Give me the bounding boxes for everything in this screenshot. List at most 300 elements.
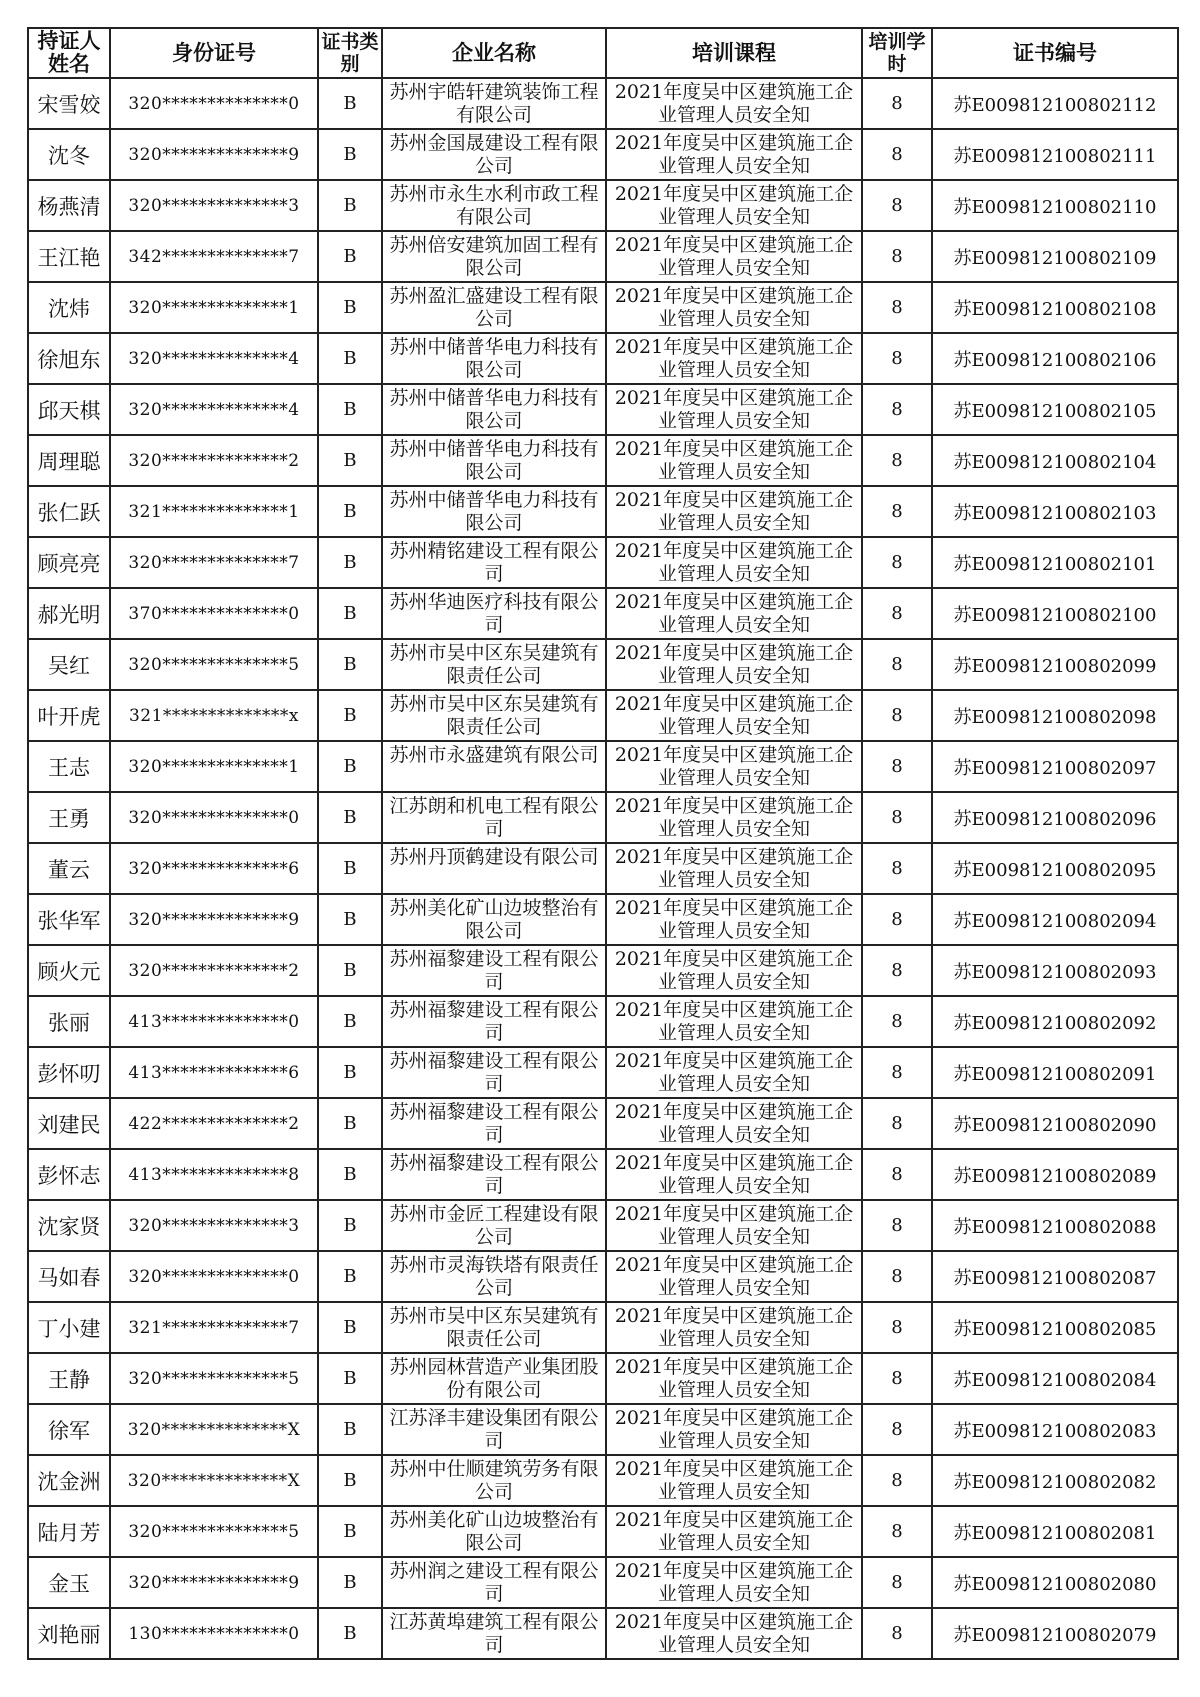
cell-id-number: 321**************x xyxy=(110,690,318,741)
cell-company xyxy=(382,690,606,741)
cell-id-number: 320**************1 xyxy=(110,741,318,792)
table-row xyxy=(28,1149,1178,1200)
table-row xyxy=(28,435,1178,486)
cell-course xyxy=(606,741,862,792)
cell-name: 沈金洲 xyxy=(28,1455,110,1506)
cell-name: 彭怀叨 xyxy=(28,1047,110,1098)
cell-course xyxy=(606,78,862,129)
cell-company-text: 苏州市吴中区东吴建筑有限责任公司 xyxy=(389,1304,599,1350)
cell-cert-no: 苏E009812100802098 xyxy=(932,690,1178,741)
cell-id-number: 320**************9 xyxy=(110,129,318,180)
cell-id-number: 321**************7 xyxy=(110,1302,318,1353)
cell-cert-class: B xyxy=(318,1353,382,1404)
cell-company xyxy=(382,639,606,690)
cell-course-text: 2021年度吴中区建筑施工企业管理人员安全知 xyxy=(614,284,854,330)
cell-id-number: 422**************2 xyxy=(110,1098,318,1149)
cell-company-text: 苏州园林营造产业集团股份有限公司 xyxy=(389,1355,599,1401)
cell-course-text: 2021年度吴中区建筑施工企业管理人员安全知 xyxy=(614,182,854,228)
cell-name: 王勇 xyxy=(28,792,110,843)
cell-name: 沈家贤 xyxy=(28,1200,110,1251)
cell-id-number: 320**************6 xyxy=(110,843,318,894)
table-row xyxy=(28,1047,1178,1098)
cell-course-text: 2021年度吴中区建筑施工企业管理人员安全知 xyxy=(614,437,854,483)
cell-course xyxy=(606,435,862,486)
cell-hours: 8 xyxy=(862,1404,932,1455)
cell-cert-no: 苏E009812100802099 xyxy=(932,639,1178,690)
cell-course xyxy=(606,588,862,639)
cell-hours: 8 xyxy=(862,1047,932,1098)
cell-company xyxy=(382,1251,606,1302)
cell-id-number: 320**************X xyxy=(110,1455,318,1506)
cell-company-text: 苏州中储普华电力科技有限公司 xyxy=(389,335,599,381)
cell-course-text: 2021年度吴中区建筑施工企业管理人员安全知 xyxy=(614,1100,854,1146)
cell-cert-class: B xyxy=(318,1200,382,1251)
cell-id-number: 320**************2 xyxy=(110,435,318,486)
cell-hours: 8 xyxy=(862,231,932,282)
cell-company-text: 苏州倍安建筑加固工程有限公司 xyxy=(389,233,599,279)
cell-cert-class: B xyxy=(318,384,382,435)
cell-company-text: 苏州福黎建设工程有限公司 xyxy=(389,947,599,993)
cell-company-text: 苏州美化矿山边坡整治有限公司 xyxy=(389,896,599,942)
header-hours: 培训学时 xyxy=(862,28,932,78)
cell-course-text: 2021年度吴中区建筑施工企业管理人员安全知 xyxy=(614,641,854,687)
cell-id-number: 321**************1 xyxy=(110,486,318,537)
cell-cert-class: B xyxy=(318,231,382,282)
cell-id-number: 413**************8 xyxy=(110,1149,318,1200)
cell-cert-class: B xyxy=(318,588,382,639)
cell-cert-class: B xyxy=(318,180,382,231)
cell-id-number: 320**************5 xyxy=(110,1506,318,1557)
cell-company xyxy=(382,1557,606,1608)
cell-company xyxy=(382,1506,606,1557)
cell-company xyxy=(382,1608,606,1659)
cell-cert-no: 苏E009812100802111 xyxy=(932,129,1178,180)
cell-cert-class: B xyxy=(318,1251,382,1302)
cell-course-text: 2021年度吴中区建筑施工企业管理人员安全知 xyxy=(614,998,854,1044)
cell-course xyxy=(606,537,862,588)
cell-cert-class: B xyxy=(318,639,382,690)
cell-hours: 8 xyxy=(862,333,932,384)
cell-course xyxy=(606,690,862,741)
cell-cert-class: B xyxy=(318,741,382,792)
cell-cert-no: 苏E009812100802109 xyxy=(932,231,1178,282)
cell-cert-class: B xyxy=(318,1047,382,1098)
cell-cert-no: 苏E009812100802112 xyxy=(932,78,1178,129)
cell-hours: 8 xyxy=(862,486,932,537)
cell-cert-class: B xyxy=(318,1098,382,1149)
table-row xyxy=(28,1251,1178,1302)
cell-cert-no: 苏E009812100802092 xyxy=(932,996,1178,1047)
cell-hours: 8 xyxy=(862,1557,932,1608)
cell-hours: 8 xyxy=(862,1608,932,1659)
header-id: 身份证号 xyxy=(110,28,318,78)
cell-name: 金玉 xyxy=(28,1557,110,1608)
cell-name: 叶开虎 xyxy=(28,690,110,741)
cell-course-text: 2021年度吴中区建筑施工企业管理人员安全知 xyxy=(614,1406,854,1452)
cell-company xyxy=(382,537,606,588)
cell-hours: 8 xyxy=(862,537,932,588)
cell-name: 郝光明 xyxy=(28,588,110,639)
cell-course xyxy=(606,1098,862,1149)
cell-hours: 8 xyxy=(862,1506,932,1557)
cell-course xyxy=(606,1251,862,1302)
cell-cert-no: 苏E009812100802089 xyxy=(932,1149,1178,1200)
cell-id-number: 320**************4 xyxy=(110,333,318,384)
cell-cert-no: 苏E009812100802088 xyxy=(932,1200,1178,1251)
cell-name: 沈炜 xyxy=(28,282,110,333)
cell-id-number: 342**************7 xyxy=(110,231,318,282)
cell-course xyxy=(606,843,862,894)
cell-name: 王静 xyxy=(28,1353,110,1404)
cell-hours: 8 xyxy=(862,843,932,894)
cell-company-text: 苏州市永盛建筑有限公司 xyxy=(389,743,599,766)
cell-hours: 8 xyxy=(862,639,932,690)
cell-name: 董云 xyxy=(28,843,110,894)
cell-hours: 8 xyxy=(862,1251,932,1302)
cell-cert-no: 苏E009812100802093 xyxy=(932,945,1178,996)
cell-hours: 8 xyxy=(862,384,932,435)
cell-name: 吴红 xyxy=(28,639,110,690)
cell-cert-class: B xyxy=(318,894,382,945)
cell-hours: 8 xyxy=(862,435,932,486)
table-row xyxy=(28,384,1178,435)
cell-course-text: 2021年度吴中区建筑施工企业管理人员安全知 xyxy=(614,1151,854,1197)
cell-cert-class: B xyxy=(318,945,382,996)
table-body xyxy=(28,78,1178,1659)
cell-name: 张仁跃 xyxy=(28,486,110,537)
cell-cert-class: B xyxy=(318,1557,382,1608)
table-row xyxy=(28,1455,1178,1506)
cell-company xyxy=(382,792,606,843)
cell-cert-no: 苏E009812100802108 xyxy=(932,282,1178,333)
cell-course-text: 2021年度吴中区建筑施工企业管理人员安全知 xyxy=(614,1049,854,1095)
cell-cert-no: 苏E009812100802081 xyxy=(932,1506,1178,1557)
table-row xyxy=(28,1200,1178,1251)
cell-name: 刘艳丽 xyxy=(28,1608,110,1659)
cell-hours: 8 xyxy=(862,792,932,843)
table-row xyxy=(28,1353,1178,1404)
cell-cert-no: 苏E009812100802087 xyxy=(932,1251,1178,1302)
cell-company-text: 苏州市金匠工程建设有限公司 xyxy=(389,1202,599,1248)
cell-name: 杨燕清 xyxy=(28,180,110,231)
cell-cert-class: B xyxy=(318,78,382,129)
cell-company-text: 苏州市吴中区东吴建筑有限责任公司 xyxy=(389,692,599,738)
cell-company-text: 苏州福黎建设工程有限公司 xyxy=(389,1100,599,1146)
cell-course-text: 2021年度吴中区建筑施工企业管理人员安全知 xyxy=(614,845,854,891)
cell-course-text: 2021年度吴中区建筑施工企业管理人员安全知 xyxy=(614,1355,854,1401)
table-row xyxy=(28,486,1178,537)
cell-hours: 8 xyxy=(862,78,932,129)
cell-name: 沈冬 xyxy=(28,129,110,180)
table-row xyxy=(28,639,1178,690)
table-row xyxy=(28,231,1178,282)
cell-cert-class: B xyxy=(318,843,382,894)
cell-company xyxy=(382,588,606,639)
header-row xyxy=(28,28,1178,78)
cell-company xyxy=(382,1098,606,1149)
cell-cert-no: 苏E009812100802080 xyxy=(932,1557,1178,1608)
cell-company xyxy=(382,1200,606,1251)
table-row xyxy=(28,945,1178,996)
cell-course xyxy=(606,486,862,537)
cell-name: 彭怀志 xyxy=(28,1149,110,1200)
table-row xyxy=(28,333,1178,384)
cell-name: 顾亮亮 xyxy=(28,537,110,588)
cell-company-text: 苏州华迪医疗科技有限公司 xyxy=(389,590,599,636)
cell-course xyxy=(606,1302,862,1353)
cell-name: 张丽 xyxy=(28,996,110,1047)
cell-name: 马如春 xyxy=(28,1251,110,1302)
cell-course xyxy=(606,1200,862,1251)
cell-name: 刘建民 xyxy=(28,1098,110,1149)
cell-name: 丁小建 xyxy=(28,1302,110,1353)
cell-company-text: 苏州福黎建设工程有限公司 xyxy=(389,1151,599,1197)
cell-company xyxy=(382,384,606,435)
table-row xyxy=(28,129,1178,180)
cell-company xyxy=(382,1404,606,1455)
cell-hours: 8 xyxy=(862,180,932,231)
header-course: 培训课程 xyxy=(606,28,862,78)
header-company: 企业名称 xyxy=(382,28,606,78)
table-row xyxy=(28,1506,1178,1557)
cell-cert-no: 苏E009812100802103 xyxy=(932,486,1178,537)
cell-company-text: 苏州金国晟建设工程有限公司 xyxy=(389,131,599,177)
cell-course xyxy=(606,1047,862,1098)
cell-company xyxy=(382,843,606,894)
cell-company xyxy=(382,486,606,537)
cell-course xyxy=(606,996,862,1047)
cell-company xyxy=(382,1455,606,1506)
cell-cert-no: 苏E009812100802083 xyxy=(932,1404,1178,1455)
table-row xyxy=(28,1608,1178,1659)
cell-company xyxy=(382,78,606,129)
cell-hours: 8 xyxy=(862,1353,932,1404)
cell-id-number: 413**************0 xyxy=(110,996,318,1047)
cell-cert-class: B xyxy=(318,333,382,384)
cell-course-text: 2021年度吴中区建筑施工企业管理人员安全知 xyxy=(614,386,854,432)
cell-id-number: 320**************4 xyxy=(110,384,318,435)
cell-name: 宋雪姣 xyxy=(28,78,110,129)
cell-id-number: 370**************0 xyxy=(110,588,318,639)
table-row xyxy=(28,537,1178,588)
table-row xyxy=(28,843,1178,894)
header-cert-no: 证书编号 xyxy=(932,28,1178,78)
cell-hours: 8 xyxy=(862,282,932,333)
cell-cert-no: 苏E009812100802090 xyxy=(932,1098,1178,1149)
cell-cert-class: B xyxy=(318,1404,382,1455)
cell-company-text: 苏州中仕顺建筑劳务有限公司 xyxy=(389,1457,599,1503)
cell-hours: 8 xyxy=(862,945,932,996)
cell-id-number: 320**************X xyxy=(110,1404,318,1455)
cell-course-text: 2021年度吴中区建筑施工企业管理人员安全知 xyxy=(614,692,854,738)
cell-cert-class: B xyxy=(318,1608,382,1659)
cell-company-text: 苏州市灵海铁塔有限责任公司 xyxy=(389,1253,599,1299)
cell-id-number: 130**************0 xyxy=(110,1608,318,1659)
cell-company-text: 江苏黄埠建筑工程有限公司 xyxy=(389,1610,599,1656)
table-row xyxy=(28,996,1178,1047)
header-cert-class: 证书类别 xyxy=(318,28,382,78)
cell-name: 徐旭东 xyxy=(28,333,110,384)
cell-hours: 8 xyxy=(862,588,932,639)
cell-course xyxy=(606,180,862,231)
cell-course xyxy=(606,384,862,435)
cell-company xyxy=(382,180,606,231)
cell-cert-class: B xyxy=(318,537,382,588)
cell-company-text: 苏州美化矿山边坡整治有限公司 xyxy=(389,1508,599,1554)
cell-name: 王志 xyxy=(28,741,110,792)
cell-cert-no: 苏E009812100802084 xyxy=(932,1353,1178,1404)
cell-cert-no: 苏E009812100802100 xyxy=(932,588,1178,639)
cell-id-number: 320**************0 xyxy=(110,792,318,843)
cell-course-text: 2021年度吴中区建筑施工企业管理人员安全知 xyxy=(614,1508,854,1554)
cell-course-text: 2021年度吴中区建筑施工企业管理人员安全知 xyxy=(614,335,854,381)
cell-company xyxy=(382,1047,606,1098)
cell-course xyxy=(606,1506,862,1557)
cell-company xyxy=(382,282,606,333)
cell-cert-no: 苏E009812100802110 xyxy=(932,180,1178,231)
cell-company-text: 苏州盈汇盛建设工程有限公司 xyxy=(389,284,599,330)
cell-cert-no: 苏E009812100802094 xyxy=(932,894,1178,945)
cell-course xyxy=(606,792,862,843)
cell-company-text: 苏州中储普华电力科技有限公司 xyxy=(389,437,599,483)
cell-course xyxy=(606,231,862,282)
table-row xyxy=(28,180,1178,231)
cell-id-number: 320**************5 xyxy=(110,639,318,690)
cell-id-number: 320**************1 xyxy=(110,282,318,333)
cell-company-text: 苏州宇皓轩建筑装饰工程有限公司 xyxy=(389,80,599,126)
table-row xyxy=(28,282,1178,333)
cell-cert-class: B xyxy=(318,129,382,180)
cell-course-text: 2021年度吴中区建筑施工企业管理人员安全知 xyxy=(614,539,854,585)
cell-id-number: 320**************5 xyxy=(110,1353,318,1404)
cell-cert-no: 苏E009812100802104 xyxy=(932,435,1178,486)
cell-company xyxy=(382,231,606,282)
cell-course xyxy=(606,282,862,333)
table-row xyxy=(28,1557,1178,1608)
cell-company-text: 江苏朗和机电工程有限公司 xyxy=(389,794,599,840)
cell-company xyxy=(382,996,606,1047)
table-row xyxy=(28,1098,1178,1149)
cell-course-text: 2021年度吴中区建筑施工企业管理人员安全知 xyxy=(614,1559,854,1605)
cell-company-text: 苏州润之建设工程有限公司 xyxy=(389,1559,599,1605)
cell-company-text: 苏州福黎建设工程有限公司 xyxy=(389,998,599,1044)
cell-cert-class: B xyxy=(318,792,382,843)
certificate-table xyxy=(27,27,1179,1660)
cell-cert-class: B xyxy=(318,1455,382,1506)
cell-course-text: 2021年度吴中区建筑施工企业管理人员安全知 xyxy=(614,1253,854,1299)
table-row xyxy=(28,690,1178,741)
cell-id-number: 320**************0 xyxy=(110,1251,318,1302)
cell-course-text: 2021年度吴中区建筑施工企业管理人员安全知 xyxy=(614,947,854,993)
cell-course xyxy=(606,333,862,384)
cell-cert-no: 苏E009812100802097 xyxy=(932,741,1178,792)
cell-course-text: 2021年度吴中区建筑施工企业管理人员安全知 xyxy=(614,1610,854,1656)
cell-name: 顾火元 xyxy=(28,945,110,996)
cell-company xyxy=(382,945,606,996)
cell-cert-no: 苏E009812100802101 xyxy=(932,537,1178,588)
cell-company xyxy=(382,1353,606,1404)
table-row xyxy=(28,1302,1178,1353)
table-row xyxy=(28,792,1178,843)
cell-id-number: 320**************9 xyxy=(110,894,318,945)
cell-cert-class: B xyxy=(318,996,382,1047)
cell-course-text: 2021年度吴中区建筑施工企业管理人员安全知 xyxy=(614,233,854,279)
cell-company xyxy=(382,435,606,486)
cell-id-number: 413**************6 xyxy=(110,1047,318,1098)
cell-name: 陆月芳 xyxy=(28,1506,110,1557)
cell-course xyxy=(606,1353,862,1404)
cell-cert-no: 苏E009812100802106 xyxy=(932,333,1178,384)
cell-hours: 8 xyxy=(862,690,932,741)
cell-course-text: 2021年度吴中区建筑施工企业管理人员安全知 xyxy=(614,794,854,840)
header-name: 持证人姓名 xyxy=(28,28,110,78)
cell-hours: 8 xyxy=(862,129,932,180)
cell-cert-class: B xyxy=(318,690,382,741)
cell-company-text: 苏州精铭建设工程有限公司 xyxy=(389,539,599,585)
cell-cert-class: B xyxy=(318,1149,382,1200)
cell-name: 周理聪 xyxy=(28,435,110,486)
cell-id-number: 320**************9 xyxy=(110,1557,318,1608)
cell-id-number: 320**************2 xyxy=(110,945,318,996)
cell-course xyxy=(606,1608,862,1659)
cell-cert-class: B xyxy=(318,486,382,537)
cell-cert-no: 苏E009812100802082 xyxy=(932,1455,1178,1506)
cell-hours: 8 xyxy=(862,996,932,1047)
cell-course xyxy=(606,894,862,945)
cell-id-number: 320**************3 xyxy=(110,1200,318,1251)
cell-course xyxy=(606,1149,862,1200)
cell-company xyxy=(382,894,606,945)
cell-company-text: 苏州福黎建设工程有限公司 xyxy=(389,1049,599,1095)
cell-hours: 8 xyxy=(862,1302,932,1353)
cell-id-number: 320**************0 xyxy=(110,78,318,129)
table-row xyxy=(28,588,1178,639)
cell-course-text: 2021年度吴中区建筑施工企业管理人员安全知 xyxy=(614,1202,854,1248)
cell-cert-class: B xyxy=(318,1302,382,1353)
cell-hours: 8 xyxy=(862,741,932,792)
cell-name: 张华军 xyxy=(28,894,110,945)
cell-cert-no: 苏E009812100802091 xyxy=(932,1047,1178,1098)
cell-cert-no: 苏E009812100802095 xyxy=(932,843,1178,894)
cell-course-text: 2021年度吴中区建筑施工企业管理人员安全知 xyxy=(614,590,854,636)
cell-hours: 8 xyxy=(862,1149,932,1200)
cell-cert-no: 苏E009812100802079 xyxy=(932,1608,1178,1659)
cell-hours: 8 xyxy=(862,1455,932,1506)
cell-name: 徐军 xyxy=(28,1404,110,1455)
table-row xyxy=(28,894,1178,945)
cell-company-text: 苏州丹顶鹤建设有限公司 xyxy=(389,845,599,868)
cell-name: 邱天棋 xyxy=(28,384,110,435)
cell-course xyxy=(606,1404,862,1455)
cell-cert-no: 苏E009812100802085 xyxy=(932,1302,1178,1353)
cell-course-text: 2021年度吴中区建筑施工企业管理人员安全知 xyxy=(614,131,854,177)
table-row xyxy=(28,1404,1178,1455)
cell-cert-no: 苏E009812100802096 xyxy=(932,792,1178,843)
table-row xyxy=(28,78,1178,129)
cell-company-text: 苏州市吴中区东吴建筑有限责任公司 xyxy=(389,641,599,687)
cell-cert-class: B xyxy=(318,435,382,486)
cell-hours: 8 xyxy=(862,1098,932,1149)
cell-course-text: 2021年度吴中区建筑施工企业管理人员安全知 xyxy=(614,1304,854,1350)
cell-course xyxy=(606,945,862,996)
cell-company-text: 苏州中储普华电力科技有限公司 xyxy=(389,488,599,534)
cell-course xyxy=(606,129,862,180)
cell-company xyxy=(382,1149,606,1200)
cell-course-text: 2021年度吴中区建筑施工企业管理人员安全知 xyxy=(614,1457,854,1503)
cell-company xyxy=(382,1302,606,1353)
cell-company xyxy=(382,129,606,180)
cell-course-text: 2021年度吴中区建筑施工企业管理人员安全知 xyxy=(614,80,854,126)
